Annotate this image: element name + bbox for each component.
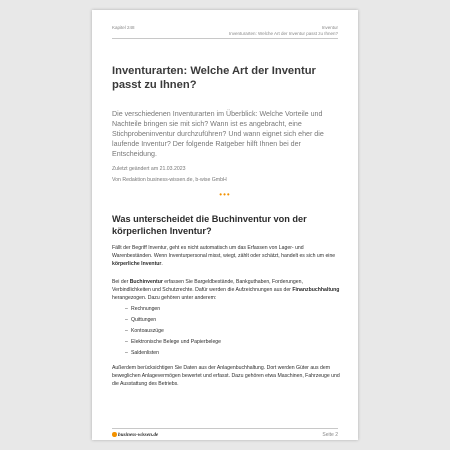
header-right — [229, 25, 338, 37]
bold-term: körperliche Inventur — [112, 261, 162, 267]
page-number: Seite 2 — [322, 432, 338, 438]
section-heading: Was unterscheidet die Buchinventur von der körperlichen Inventur? — [112, 214, 307, 236]
document-page — [92, 10, 358, 440]
list-item: – Saldenlisten — [125, 350, 160, 356]
section-separator: ••• — [219, 190, 231, 199]
footer-logo: business-wissen.de — [112, 432, 158, 439]
bold-term: Buchinventur — [129, 279, 163, 285]
document-list — [125, 306, 221, 361]
header-section-title: Inventur — [321, 25, 338, 30]
chapter-label: Kapitel 248 — [112, 25, 135, 30]
header-article-title: Inventurarten: Welche Art der Inventur passt zu Ihnen? — [229, 31, 338, 36]
list-item: – Quittungen — [125, 317, 157, 323]
footer-divider — [112, 428, 338, 429]
list-item: – Kontoauszüge — [125, 328, 164, 334]
list-item: – Rechnungen — [125, 306, 161, 312]
list-item: – Elektronische Belege und Papierbelege — [125, 339, 222, 345]
author-line: Von Redaktion business-wissen.de, b-wise GmbH — [112, 177, 227, 183]
logo-dot-icon — [112, 432, 117, 437]
bold-term: Finanzbuchhaltung — [292, 287, 340, 293]
last-updated: Zuletzt geändert am 21.03.2023 — [112, 166, 186, 172]
paragraph-1: Fällt der Begriff Inventur, geht es nicht automatisch um das Erfassen von Lager- und Warenbeständen. Wenn Inventurpersonal misst, wiegt, zählt oder schätzt, handelt es sich um eine körperliche Inventur. — [112, 245, 336, 267]
intro-paragraph: Die verschiedenen Inventurarten im Überblick: Welche Vorteile und Nachteile bringen sie mit sich? Wann ist es angebracht, eine Stichprobeninventur durchzuführen? Und wann eignet sich eher die laufende Inventur? Der folgende Ratgeber hilft Ihnen bei der Entscheidung. — [112, 110, 324, 158]
page-title: Inventurarten: Welche Art der Inventur passt zu Ihnen? — [112, 65, 316, 91]
header-divider — [112, 38, 338, 39]
paragraph-3: Außerdem berücksichtigen Sie Daten aus der Anlagenbuchhaltung. Dort werden Güter aus dem beweglichen Anlagevermögen bewertet und erfasst. Dazu gehören etwa Maschinen, Fahrzeuge und die Ausstattung des Betriebs. — [112, 365, 340, 387]
paragraph-2: Bei der Buchinventur erfassen Sie Bargeldbestände, Bankguthaben, Forderungen, Verbindlichkeiten und Schutzrechte. Dafür werden die Aufzeichnungen aus der Finanzbuchhaltung herangezogen. Dazu gehören unter anderem: — [112, 279, 340, 301]
